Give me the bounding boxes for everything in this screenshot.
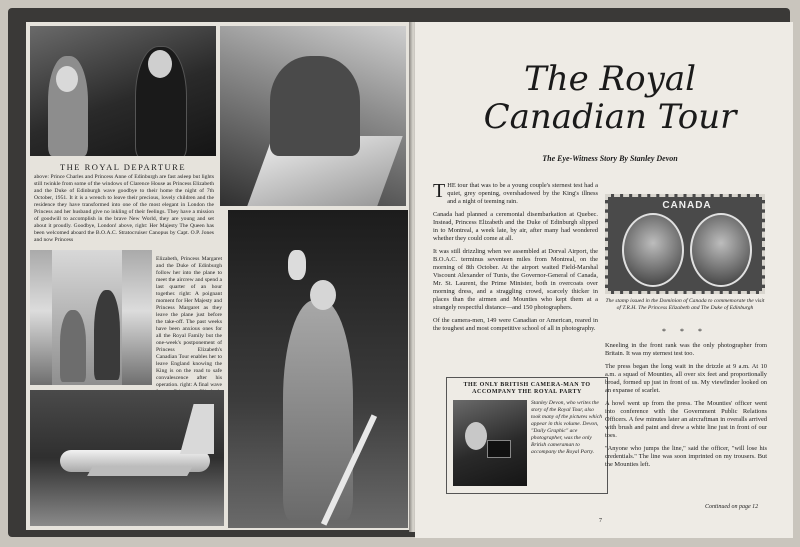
article-title <box>455 60 765 136</box>
photo-canopus-aircraft <box>30 390 224 526</box>
article-column-1 <box>433 182 598 338</box>
title-line-2: Canadian Tour <box>483 97 737 137</box>
photographer-box-title: THE ONLY BRITISH CAMERA-MAN TO ACCOMPANY THE ROYAL PARTY <box>463 382 591 395</box>
caption-text: above: Prince Charles and Princess Anne of Edinburgh are fast asleep but lights still twinkle from some of the windows of Clarence House as Princess Elizabeth and the Duke of Edinburgh wave goodbye to their home the night of 7th October, 1951. It it is a wrench to leave their precious, lovely children and the residence they have transformed into one of the most elegant in London the Princess and her husband give no inkling of their feelings. They have a mission of goodwill to accomplish in the brave New World, they are young and set about it proudly. Goodbye, London! above, right: Her Majesty The Queen has been welcomed aboard the B.O.A.C. Stratocruiser Canopus by Capt. O.P. Jones and now Princess <box>34 174 214 243</box>
article-column-2 <box>605 342 767 474</box>
col2-paragraph-3: A howl went up from the press. The Mounties' officer went into conference with the Government Public Relations Officers. A few minutes later an aircraftman in overalls arrived with brush and paint and drew a white line just in front of our toes. <box>605 400 767 439</box>
col2-paragraph-1: Kneeling in the front rank was the only photographer from Britain. It was my sternest test too. <box>605 342 767 357</box>
stamp-portrait-princess <box>622 213 684 287</box>
boarding-figures <box>270 56 360 156</box>
open-book <box>8 8 790 537</box>
photo-queen-and-margaret <box>30 250 152 385</box>
right-page <box>415 22 793 538</box>
page-number: 7 <box>599 518 602 524</box>
section-stars: * * * <box>662 327 708 336</box>
photographer-photo <box>453 400 527 486</box>
aircraft-tail <box>180 404 214 454</box>
duke-face <box>148 50 172 78</box>
stamp-portrait-duke <box>690 213 752 287</box>
article-byline: The Eye-Witness Story By Stanley Devon <box>542 154 678 163</box>
photo-boarding-plane <box>220 26 406 206</box>
paragraph-3: It was still drizzling when we assembled at Dorval Airport, the B.O.A.C. terminus seventeen miles from Montreal, on the morning of 8th October. At the airport waited Field-Marshal Viscount Alexander of Tunis, the Governor-General of Canada, Mr. St. Laurent, the Prime Minister, both in overcoats over morning dress, and a straggling crowd, scarcely thicker in places than the airmen and Mounties who kept them at a strangely respectful distance—and 150 photographers. <box>433 248 598 311</box>
paragraph-1: THE tour that was to be a young couple's sternest test had a quiet, grey opening, overshadowed by the King's illness and a night of teeming rain. <box>433 180 598 205</box>
left-page <box>26 22 411 530</box>
queen-figure <box>60 310 86 382</box>
princess-face <box>56 66 78 92</box>
continued-note: Continued on page 12 <box>705 504 759 510</box>
paragraph-2: Canada had planned a ceremonial disembarkation at Quebec. Instead, Princess Elizabeth and the Duke of Edinburgh slipped in to Montreal, a week late, by air, after many had wondered whether they could come at all. <box>433 211 598 242</box>
waving-hand <box>288 250 306 280</box>
photo-royal-couple-car <box>30 26 216 156</box>
photographer-box-text: Stanley Devon, who writes the story of the Royal Tour, also took many of the pictures which appear in this volume. Devon, "Daily Graphic" ace photographer, was the only British cameraman to accompany the Royal Party. <box>531 400 603 455</box>
col2-paragraph-2: The press began the long wait in the drizzle at 9 a.m. At 10 a.m. a squad of Mounties, all over six feet and proportionally broad, formed up just in front of us. My viewfinder looked on an expanse of scarlet. <box>605 363 767 394</box>
title-line-1: The Royal <box>524 59 696 99</box>
paragraph-4: Of the camera-men, 149 were Canadian or American, reared in the toughest and most competitive school of all in photography. <box>433 317 598 332</box>
photographer-box <box>446 377 608 494</box>
col2-paragraph-4: "Anyone who jumps the line," said the officer, "will lose his credentials." The line was soon imprinted on my trousers. But the Mounties left. <box>605 445 767 468</box>
stamp-country: CANADA <box>662 200 712 211</box>
caption-text-2: Elizabeth, Princess Margaret and the Duke of Edinburgh follow her into the plane to meet the aircrew and spend a last quarter of an hour together. right: A poignant moment for Her Majesty and Princess Margaret as they leave the plane just before the take-off. The past weeks have been anxious ones for all the Royal Family but the one-week's postponement of Princess Elizabeth's Canadian Tour enables her to leave England knowing the King is on the road to safe convalescence after his operation. right: A final wave <box>156 256 222 388</box>
camera-shape <box>487 440 511 458</box>
aircraft-wing <box>87 466 193 476</box>
margaret-figure <box>94 290 120 380</box>
caption-heading: THE ROYAL DEPARTURE <box>59 162 187 172</box>
princess-waving-face <box>310 280 336 310</box>
photo-final-wave <box>228 210 408 528</box>
commemorative-stamp <box>605 194 765 294</box>
drop-cap: T <box>433 180 446 202</box>
photographer-face <box>465 422 487 450</box>
stamp-caption: The stamp issued in the Dominion of Canada to commemorate the visit of T.R.H. The Princess Elizabeth and The Duke of Edinburgh <box>605 298 765 311</box>
